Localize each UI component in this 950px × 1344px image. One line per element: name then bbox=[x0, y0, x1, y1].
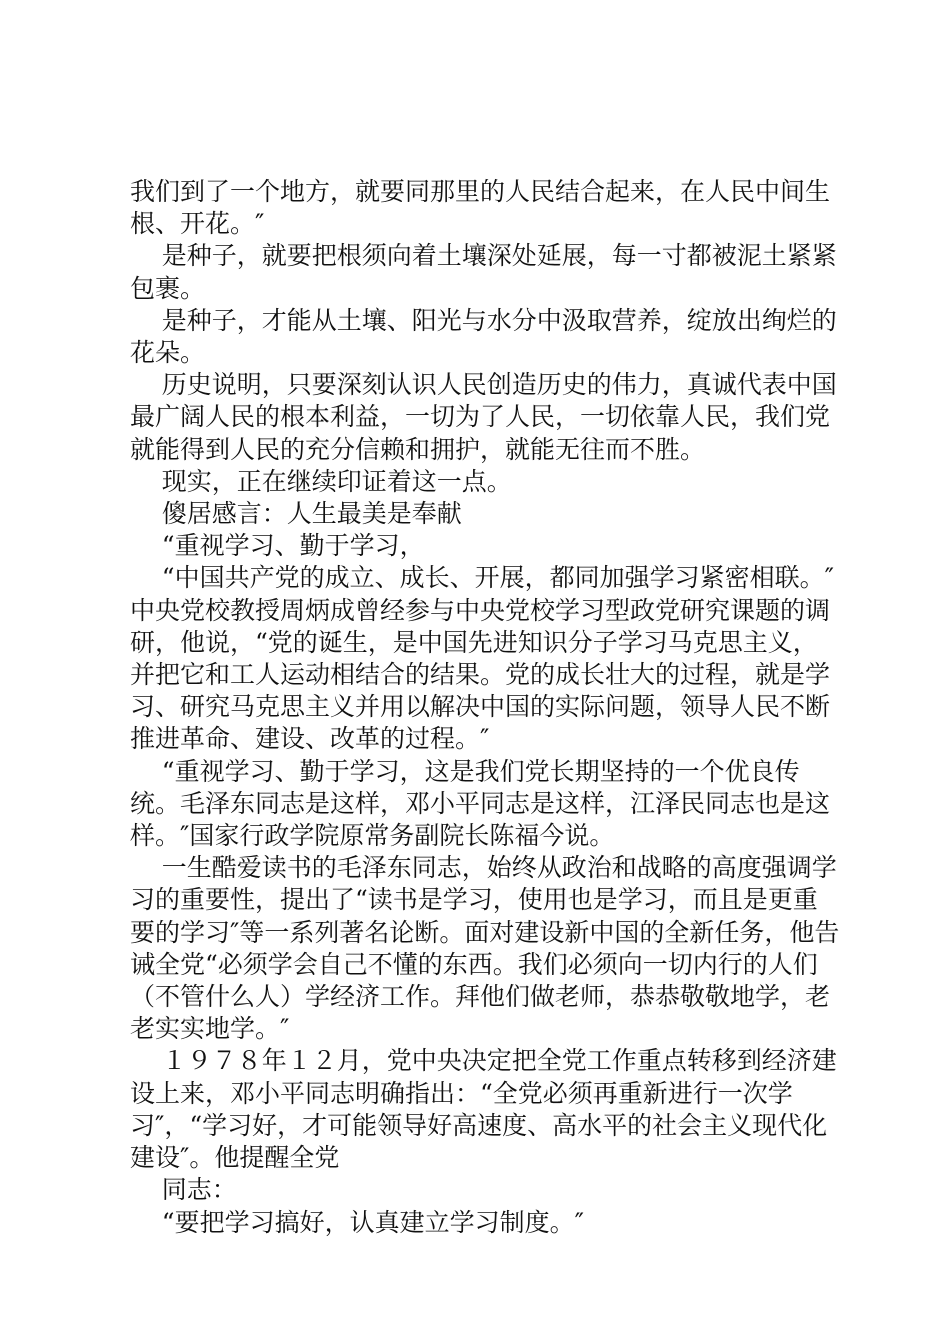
paragraph-7: “重视学习、勤于学习， bbox=[130, 531, 425, 561]
paragraph-4: 历史说明，只要深刻认识人民创造历史的伟力，真诚代表中国最广阔人民的根本利益，一切为了人民，一切依靠人民，我们党就能得到人民的充分信赖和拥护，就能无往而不胜。 bbox=[130, 370, 837, 464]
paragraph-11: １９７８年１２月，党中央决定把全党工作重点转移到经济建设上来，邓小平同志明确指出：“全党必须再重新进行一次学习″，“学习好，才可能领导好高速度、高水平的社会主义现代化建设″。他提醒全党 bbox=[130, 1046, 837, 1173]
paragraph-5: 现实，正在继续印证着这一点。 bbox=[130, 466, 512, 496]
paragraph-8: “中国共产党的成立、成长、开展，都同加强学习紧密相联。″中央党校教授周炳成曾经参与中央党校学习型政党研究课题的调研，他说，“党的诞生，是中国先进知识分子学习马克思主义，并把它和工人运动相结合的结果。党的成长壮大的过程，就是学习、研究马克思主义并用以解决中国的实际问题，领导人民不断推进革命、建设、改革的过程。″ bbox=[130, 563, 834, 754]
paragraph-1: 我们到了一个地方，就要同那里的人民结合起来，在人民中间生根、开花。″ bbox=[130, 177, 831, 239]
paragraph-3: 是种子，才能从土壤、阳光与水分中汲取营养，绽放出绚烂的花朵。 bbox=[130, 305, 837, 368]
paragraph-10: 一生酷爱读书的毛泽东同志，始终从政治和战略的高度强调学习的重要性，提出了“读书是学习，使用也是学习，而且是更重要的学习″等一系列著名论断。面对建设新中国的全新任务，他告诫全党“必须学会自己不懂的东西。我们必须向一切内行的人们（不管什么人）学经济工作。拜他们做老师，恭恭敬敬地学，老老实实地学。″ bbox=[130, 853, 840, 1044]
body-text bbox=[130, 176, 842, 1239]
paragraph-6: 傻居感言：人生最美是奉献 bbox=[130, 499, 462, 529]
paragraph-12: 同志： bbox=[130, 1175, 237, 1205]
paragraph-2: 是种子，就要把根须向着土壤深处延展，每一寸都被泥土紧紧包裹。 bbox=[130, 241, 837, 303]
paragraph-9: “重视学习、勤于学习，这是我们党长期坚持的一个优良传统。毛泽东同志是这样，邓小平同志是这样，江泽民同志也是这样。″国家行政学院原常务副院长陈福今说。 bbox=[130, 756, 831, 851]
paragraph-13: “要把学习搞好，认真建立学习制度。″ bbox=[130, 1207, 584, 1237]
